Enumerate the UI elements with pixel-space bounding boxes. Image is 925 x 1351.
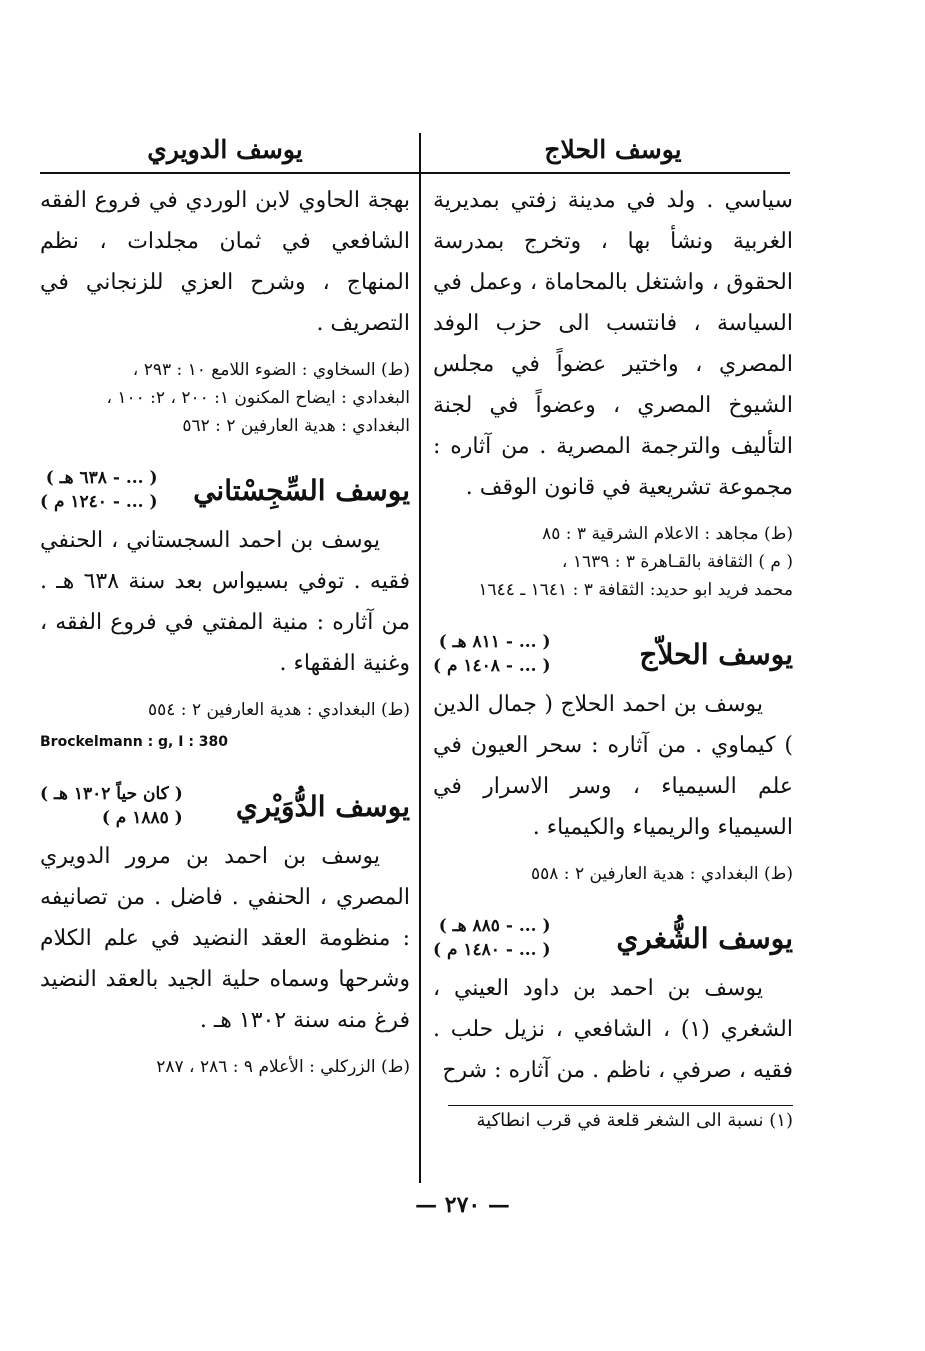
- entry-paragraph: يوسف بن احمد بن مرور الدويري المصري ، الحنفي . فاضل . من تصانيفه : منظومة العقد النضيد في علم الكلام وشرحها وسماه حلية الجيد بالعقد النضيد فرغ منه سنة ١٣٠٢ هـ .: [40, 844, 410, 1033]
- date-gregorian: ( ... - ١٤٨٠ م ): [433, 940, 551, 960]
- right-intro-paragraph: سياسي . ولد في مدينة زفتي بمديرية الغربية ونشأ بها ، وتخرج بمدرسة الحقوق ، واشتغل بالمحاماة ، وعمل في السياسة ، فانتسب الى حزب الوفد المصري ، واختير عضواً في مجلس الشيوخ المصري ، وعضواً في لجنة التأليف والترجمة المصرية . من آثاره : مجموعة تشريعية في قانون الوقف .: [433, 188, 793, 500]
- left-intro-paragraph: بهجة الحاوي لابن الوردي في فروع الفقه الشافعي في ثمان مجلدات ، نظم المنهاج ، وشرح العزي للزنجاني في التصريف .: [40, 188, 410, 336]
- entry-dates: [40, 466, 158, 514]
- entry-paragraph: يوسف بن احمد بن داود العيني ، الشغري (١) ، الشافعي ، نزيل حلب . فقيه ، صرفي ، ناظم . من آثاره : شرح: [433, 976, 793, 1083]
- left-column: [40, 127, 410, 1081]
- left-running-head: يوسف الدويري: [147, 135, 303, 164]
- entry-title: يوسف الدُّوَيْري: [235, 789, 410, 823]
- entry-title: يوسف السِّجِسْتاني: [193, 473, 410, 507]
- reference-line: (ط) الزركلي : الأعلام ٩ : ٢٨٦ ، ٢٨٧: [156, 1057, 410, 1077]
- entry-dates: [433, 630, 551, 678]
- right-column: [433, 127, 793, 1136]
- reference-line: البغدادي : ايضاح المكنون ١: ٢٠٠ ، ٢: ١٠٠ ،: [106, 388, 410, 408]
- entry-heading-hallaj: [433, 630, 793, 678]
- entry-paragraph: يوسف بن احمد الحلاج ( جمال الدين ) كيماوي . من آثاره : سحر العيون في علم السيمياء ، وسر الاسرار في السيمياء والريمياء والكيمياء .: [433, 692, 793, 840]
- reference-line: محمد فريد ابو حديد: الثقافة ٣ : ١٦٤١ ـ ١٦٤٤: [478, 580, 793, 600]
- date-hijri: ( ... - ٦٣٨ هـ ): [45, 468, 158, 488]
- entry-dates: [433, 914, 551, 962]
- date-hijri: ( ... - ٨٨٥ هـ ): [438, 916, 551, 936]
- entry-heading-shughri: [433, 914, 793, 962]
- reference-line: (ط) السخاوي : الضوء اللامع ١٠ : ٢٩٣ ،: [132, 360, 410, 380]
- page-number: — ٢٧٠ —: [415, 1192, 510, 1218]
- entry-paragraph: يوسف بن احمد السجستاني ، الحنفي فقيه . توفي بسيواس بعد سنة ٦٣٨ هـ . من آثاره : منية المفتي في فروع الفقه ، وغنية الفقهاء .: [40, 528, 410, 676]
- date-gregorian: ( ... - ١٢٤٠ م ): [40, 492, 158, 512]
- right-running-head: يوسف الحلاج: [544, 135, 682, 164]
- reference-line: (ط) البغدادي : هدية العارفين ٢ : ٥٥٤: [147, 700, 410, 720]
- reference-line: البغدادي : هدية العارفين ٢ : ٥٦٢: [182, 416, 410, 436]
- date-hijri: ( ... - ٨١١ هـ ): [438, 632, 551, 652]
- entry-dates: [40, 782, 183, 830]
- date-gregorian: ( ١٨٨٥ م ): [101, 808, 183, 828]
- entry-title: يوسف الحلاّج: [639, 637, 793, 671]
- entry-heading-sijistani: [40, 466, 410, 514]
- reference-line: ( م ) الثقافة بالقـاهرة ٣ : ١٦٣٩ ،: [561, 552, 793, 572]
- column-divider: [419, 133, 421, 1183]
- footnote: (١) نسبة الى الشغر قلعة في قرب انطاكية: [476, 1110, 793, 1131]
- reference-line: (ط) البغدادي : هدية العارفين ٢ : ٥٥٨: [530, 864, 793, 884]
- latin-reference: Brockelmann : g, I : 380: [40, 734, 229, 750]
- date-hijri: ( كان حياً ١٣٠٢ هـ ): [40, 784, 183, 804]
- date-gregorian: ( ... - ١٤٠٨ م ): [433, 656, 551, 676]
- entry-title: يوسف الشُّغري: [616, 921, 793, 955]
- reference-line: (ط) مجاهد : الاعلام الشرقية ٣ : ٨٥: [542, 524, 793, 544]
- entry-heading-duwairi: [40, 782, 410, 830]
